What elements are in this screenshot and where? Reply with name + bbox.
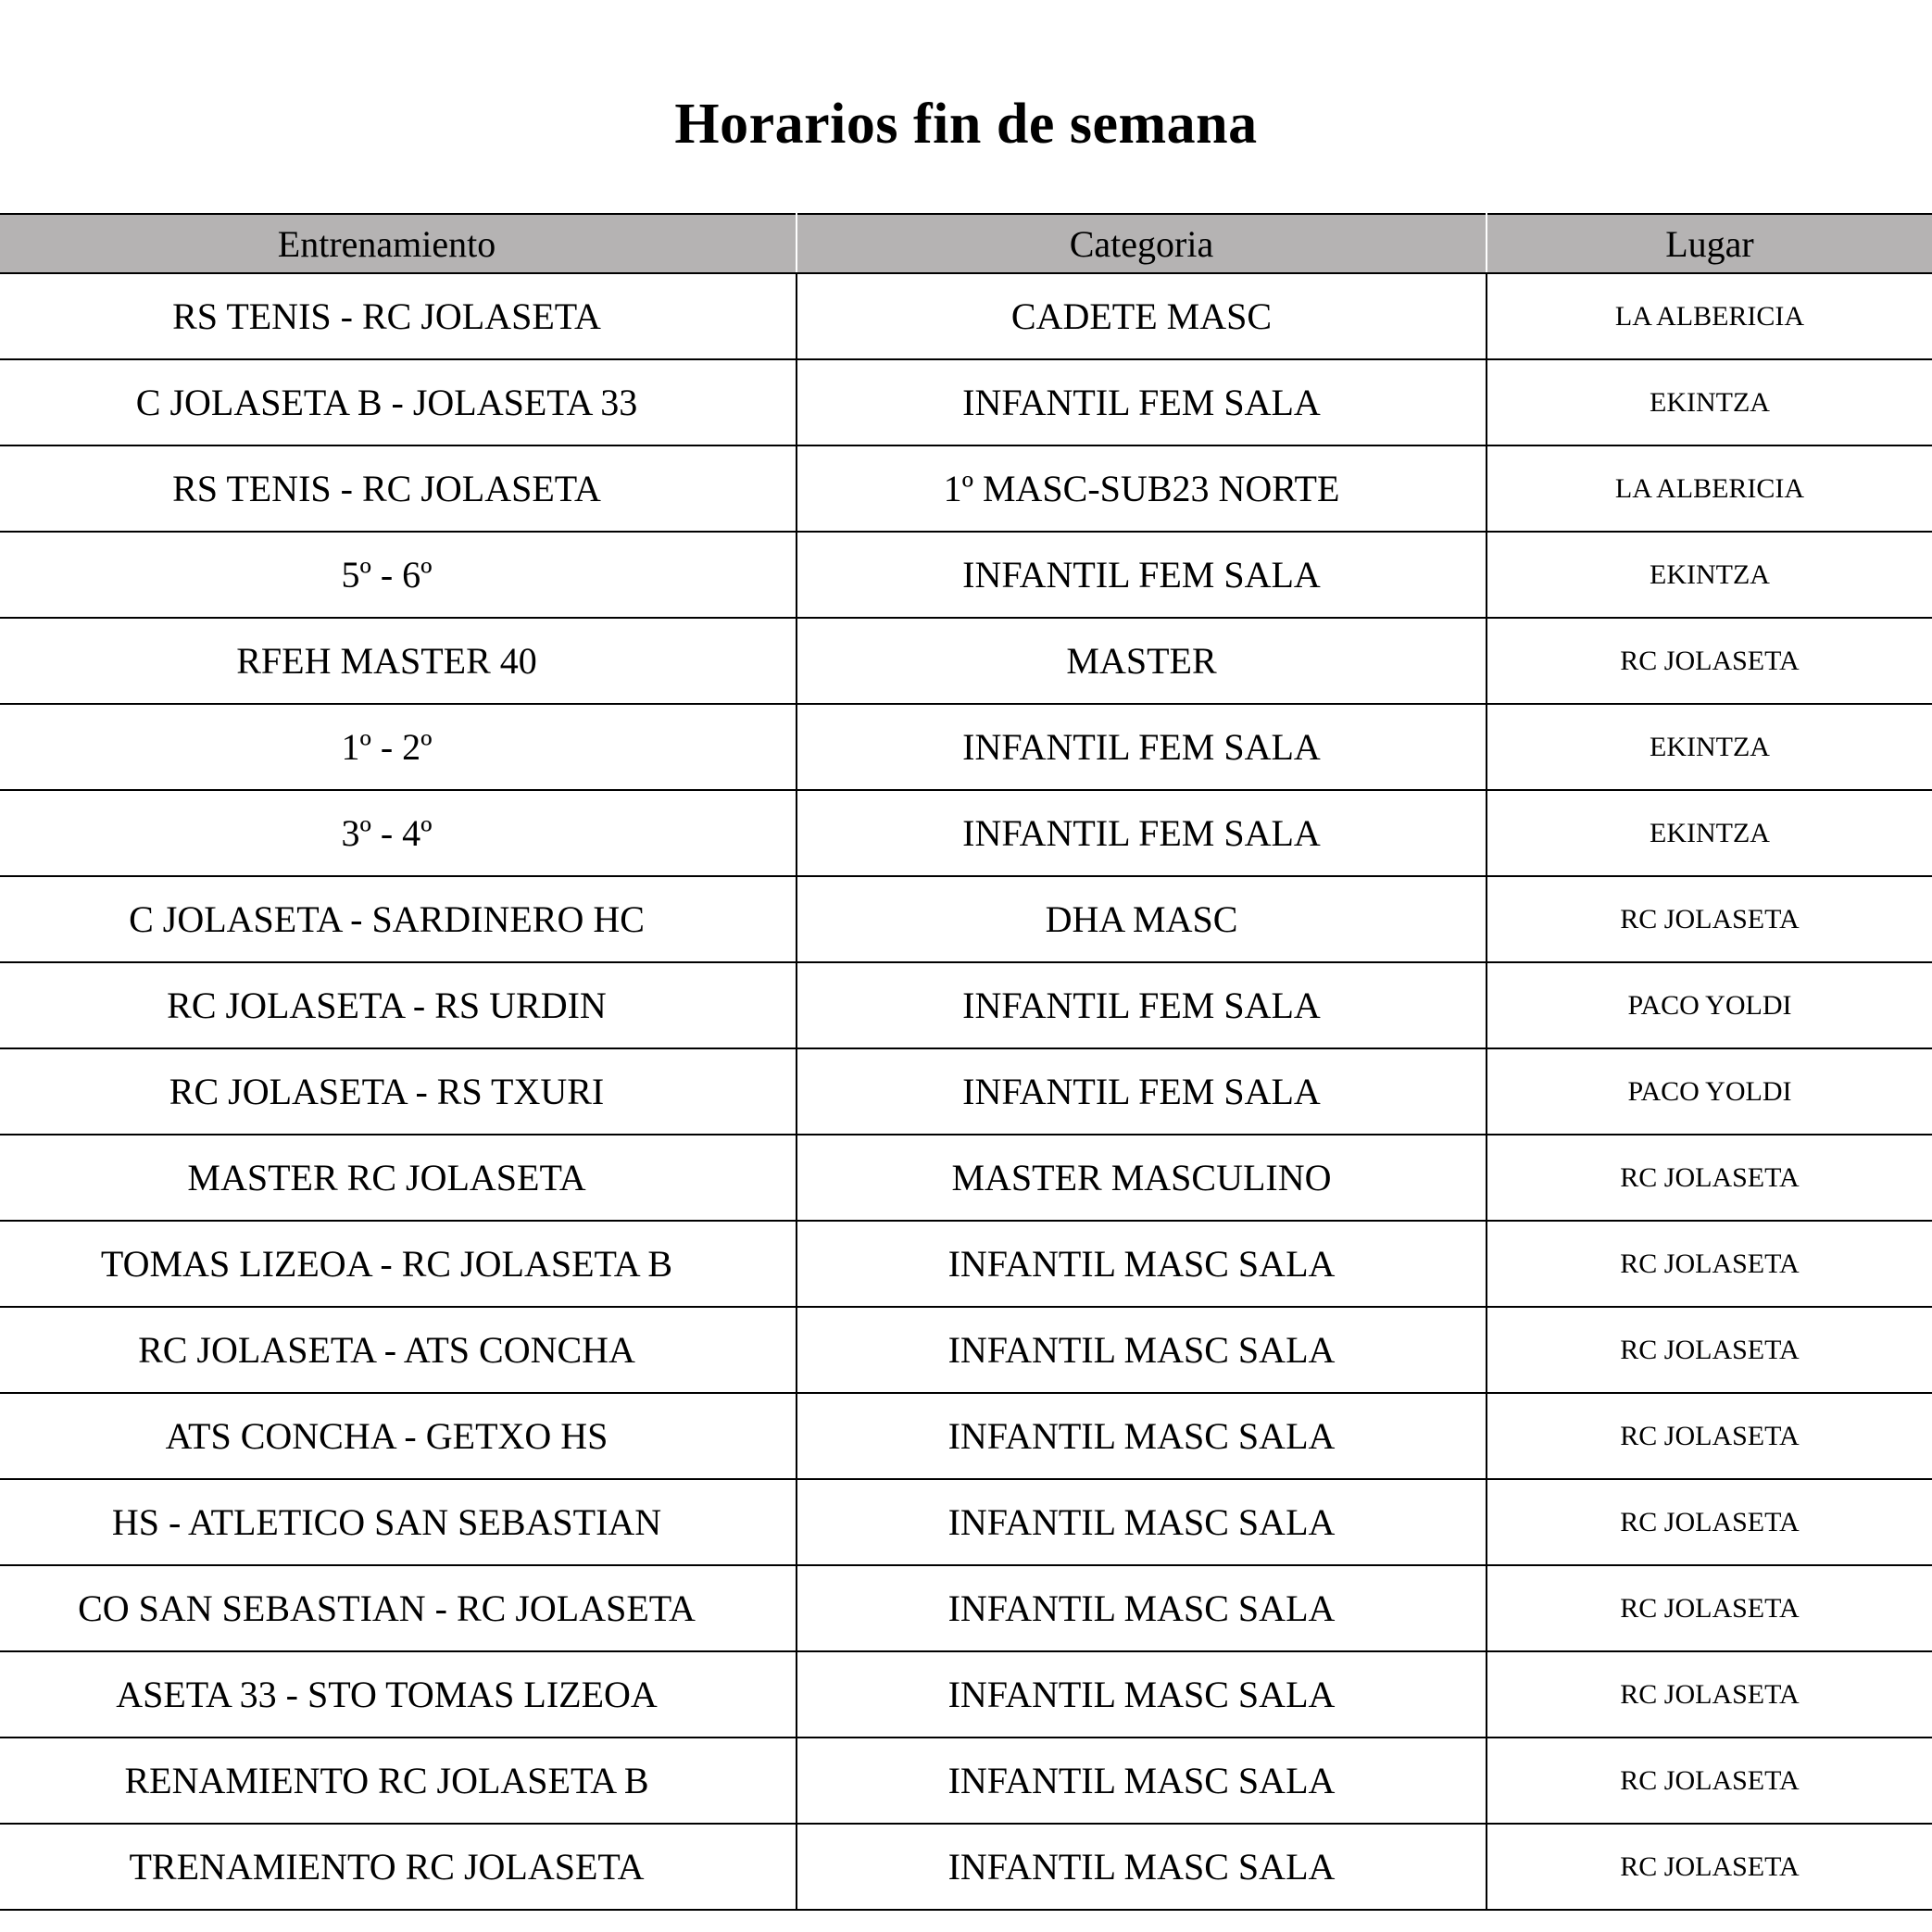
- cell-categoria: INFANTIL FEM SALA: [797, 790, 1487, 876]
- table-row: [0, 1307, 1932, 1393]
- cell-categoria: INFANTIL MASC SALA: [797, 1393, 1487, 1479]
- cell-categoria: INFANTIL MASC SALA: [797, 1738, 1487, 1824]
- cell-lugar: LA ALBERICIA: [1487, 273, 1932, 359]
- cell-entrenamiento: TRENAMIENTO RC JOLASETA: [0, 1824, 797, 1910]
- cell-entrenamiento: 3º - 4º: [0, 790, 797, 876]
- cell-lugar: RC JOLASETA: [1487, 1135, 1932, 1221]
- cell-lugar: LA ALBERICIA: [1487, 445, 1932, 532]
- cell-lugar: EKINTZA: [1487, 359, 1932, 445]
- cell-lugar: PACO YOLDI: [1487, 962, 1932, 1048]
- cell-lugar: RC JOLASETA: [1487, 1824, 1932, 1910]
- cell-lugar: RC JOLASETA: [1487, 1221, 1932, 1307]
- cell-categoria: MASTER MASCULINO: [797, 1135, 1487, 1221]
- table-row: [0, 1135, 1932, 1221]
- table-row: [0, 1824, 1932, 1910]
- cell-lugar: RC JOLASETA: [1487, 876, 1932, 962]
- cell-categoria: DHA MASC: [797, 876, 1487, 962]
- table-row: [0, 962, 1932, 1048]
- table-body: [0, 273, 1932, 1910]
- table-row: [0, 876, 1932, 962]
- schedule-table-container: [0, 213, 1932, 1911]
- cell-categoria: INFANTIL FEM SALA: [797, 1048, 1487, 1135]
- cell-lugar: RC JOLASETA: [1487, 1307, 1932, 1393]
- table-row: [0, 1479, 1932, 1565]
- cell-entrenamiento: RENAMIENTO RC JOLASETA B: [0, 1738, 797, 1824]
- table-row: [0, 1393, 1932, 1479]
- cell-entrenamiento: RC JOLASETA - RS URDIN: [0, 962, 797, 1048]
- cell-entrenamiento: 1º - 2º: [0, 704, 797, 790]
- table-row: [0, 618, 1932, 704]
- cell-entrenamiento: C JOLASETA - SARDINERO HC: [0, 876, 797, 962]
- column-header-lugar: Lugar: [1487, 214, 1932, 273]
- cell-lugar: EKINTZA: [1487, 704, 1932, 790]
- cell-entrenamiento: RS TENIS - RC JOLASETA: [0, 445, 797, 532]
- cell-categoria: INFANTIL FEM SALA: [797, 704, 1487, 790]
- cell-lugar: EKINTZA: [1487, 532, 1932, 618]
- cell-categoria: INFANTIL MASC SALA: [797, 1565, 1487, 1651]
- table-row: [0, 359, 1932, 445]
- cell-lugar: EKINTZA: [1487, 790, 1932, 876]
- cell-lugar: RC JOLASETA: [1487, 1393, 1932, 1479]
- table-row: [0, 532, 1932, 618]
- column-header-categoria: Categoria: [797, 214, 1487, 273]
- cell-categoria: MASTER: [797, 618, 1487, 704]
- cell-entrenamiento: TOMAS LIZEOA - RC JOLASETA B: [0, 1221, 797, 1307]
- cell-lugar: RC JOLASETA: [1487, 1738, 1932, 1824]
- cell-categoria: INFANTIL MASC SALA: [797, 1479, 1487, 1565]
- cell-entrenamiento: RFEH MASTER 40: [0, 618, 797, 704]
- cell-categoria: CADETE MASC: [797, 273, 1487, 359]
- cell-entrenamiento: ATS CONCHA - GETXO HS: [0, 1393, 797, 1479]
- table-header: [0, 214, 1932, 273]
- table-row: [0, 1565, 1932, 1651]
- page-title: Horarios fin de semana: [674, 93, 1258, 156]
- cell-entrenamiento: C JOLASETA B - JOLASETA 33: [0, 359, 797, 445]
- cell-categoria: INFANTIL MASC SALA: [797, 1221, 1487, 1307]
- cell-categoria: INFANTIL MASC SALA: [797, 1307, 1487, 1393]
- table-row: [0, 273, 1932, 359]
- table-row: [0, 1048, 1932, 1135]
- cell-lugar: PACO YOLDI: [1487, 1048, 1932, 1135]
- table-row: [0, 445, 1932, 532]
- cell-categoria: INFANTIL FEM SALA: [797, 532, 1487, 618]
- cell-categoria: INFANTIL MASC SALA: [797, 1824, 1487, 1910]
- cell-categoria: INFANTIL MASC SALA: [797, 1651, 1487, 1738]
- cell-entrenamiento: HS - ATLETICO SAN SEBASTIAN: [0, 1479, 797, 1565]
- cell-entrenamiento: CO SAN SEBASTIAN - RC JOLASETA: [0, 1565, 797, 1651]
- cell-entrenamiento: MASTER RC JOLASETA: [0, 1135, 797, 1221]
- cell-categoria: 1º MASC-SUB23 NORTE: [797, 445, 1487, 532]
- table-row: [0, 1738, 1932, 1824]
- cell-entrenamiento: 5º - 6º: [0, 532, 797, 618]
- cell-entrenamiento: RS TENIS - RC JOLASETA: [0, 273, 797, 359]
- cell-categoria: INFANTIL FEM SALA: [797, 359, 1487, 445]
- cell-lugar: RC JOLASETA: [1487, 618, 1932, 704]
- cell-lugar: RC JOLASETA: [1487, 1651, 1932, 1738]
- schedule-table: [0, 213, 1932, 1911]
- cell-entrenamiento: RC JOLASETA - ATS CONCHA: [0, 1307, 797, 1393]
- table-row: [0, 1221, 1932, 1307]
- table-row: [0, 790, 1932, 876]
- cell-entrenamiento: RC JOLASETA - RS TXURI: [0, 1048, 797, 1135]
- cell-entrenamiento: ASETA 33 - STO TOMAS LIZEOA: [0, 1651, 797, 1738]
- cell-categoria: INFANTIL FEM SALA: [797, 962, 1487, 1048]
- cell-lugar: RC JOLASETA: [1487, 1565, 1932, 1651]
- table-header-row: [0, 214, 1932, 273]
- table-row: [0, 704, 1932, 790]
- column-header-entrenamiento: Entrenamiento: [0, 214, 797, 273]
- table-row: [0, 1651, 1932, 1738]
- cell-lugar: RC JOLASETA: [1487, 1479, 1932, 1565]
